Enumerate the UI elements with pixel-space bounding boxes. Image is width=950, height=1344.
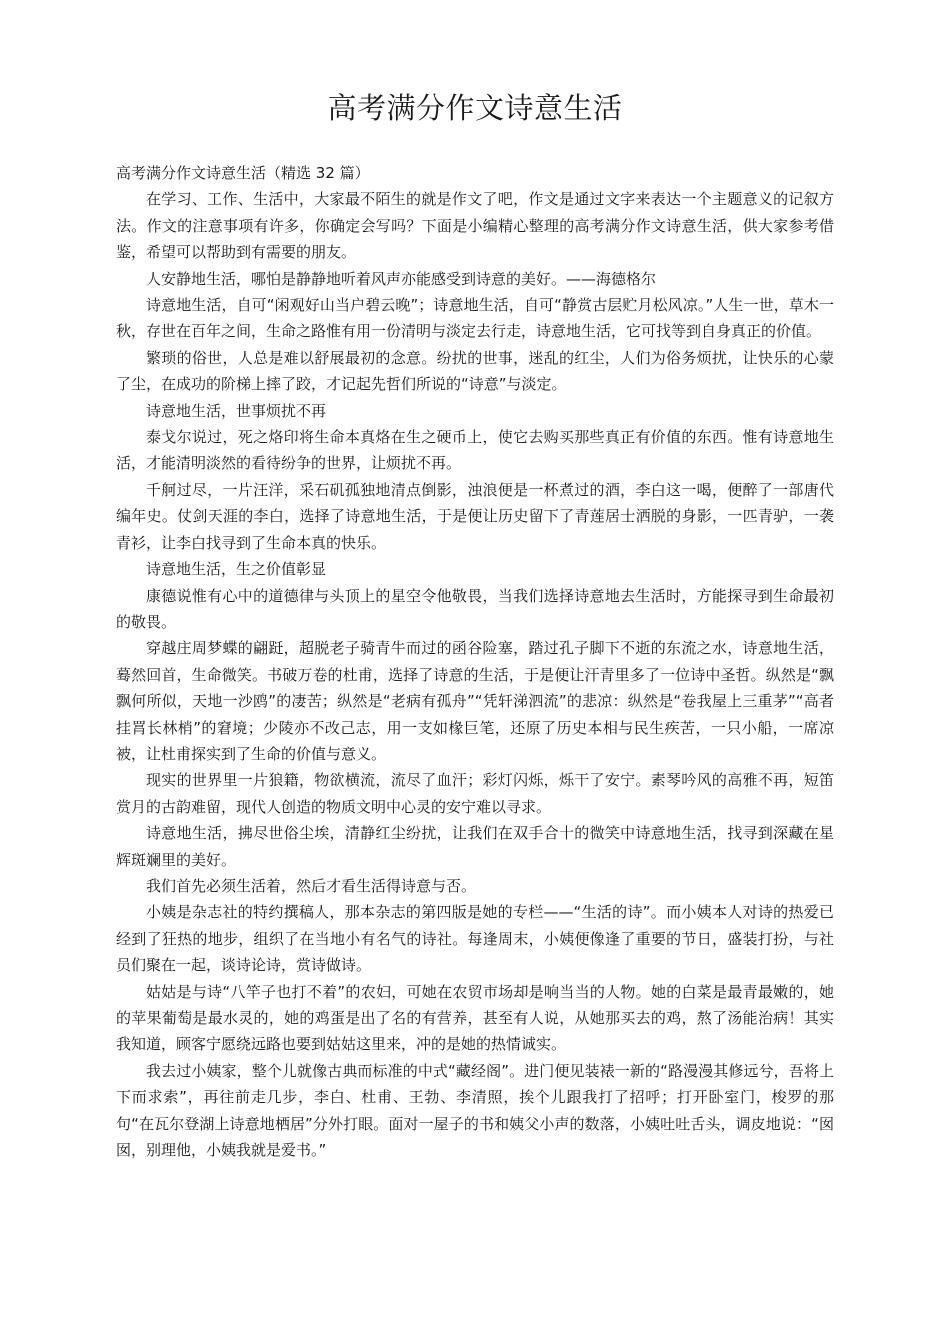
paragraph: 泰戈尔说过，死之烙印将生命本真烙在生之硬币上，使它去购买那些真正有价值的东西。惟有诗意地生活，才能清明淡然的看待纷争的世界，让烦扰不再。: [116, 428, 834, 473]
paragraph: 人安静地生活，哪怕是静静地听着风声亦能感受到诗意的美好。——海德格尔: [146, 269, 657, 288]
paragraph: 在学习、工作、生活中，大家最不陌生的就是作文了吧，作文是通过文字来表达一个主题意义的记叙方法。作文的注意事项有许多，你确定会写吗？下面是小编精心整理的高考满分作文诗意生活，供大家参考借鉴，希望可以帮助到有需要的朋友。: [116, 190, 834, 262]
paragraph: 我去过小姨家，整个儿就像古典而标准的中式“藏经阁”。进门便见装裱一新的“路漫漫其修远兮，吾将上下而求索”，再往前走几步，李白、杜甫、王勃、李清照，挨个儿跟我打了招呼；打开卧室门，梭罗的那句“在瓦尔登湖上诗意地栖居”分外打眼。面对一屋子的书和姨父小声的数落，小姨吐吐舌头，调皮地说：“囡囡，别理他，小姨我就是爱书。”: [116, 1061, 834, 1160]
paragraph: 繁琐的俗世，人总是难以舒展最初的念意。纷扰的世事，迷乱的红尘，人们为俗务烦扰，让快乐的心蒙了尘，在成功的阶梯上摔了跤，才记起先哲们所说的“诗意”与淡定。: [116, 348, 834, 394]
paragraph: 诗意地生活，自可“闲观好山当户碧云晚”；诗意地生活，自可“静赏古层贮月松风凉。”人生一世，草木一秋，存世在百年之间，生命之路惟有用一份清明与淡定去行走，诗意地生活，它可找等到自身真正的价值。: [116, 296, 834, 341]
paragraph: 现实的世界里一片狼籍，物欲横流，流尽了血汗；彩灯闪烁，烁干了安宁。素琴吟风的高雅不再，短笛赏月的古韵难留，现代人创造的物质文明中心灵的安宁难以寻求。: [116, 771, 834, 816]
paragraph: 小姨是杂志社的特约撰稿人，那本杂志的第四版是她的专栏——“生活的诗”。而小姨本人对诗的热爱已经到了狂热的地步，组织了在当地小有名气的诗社。每逢周末，小姨便像逢了重要的节日，盛装打扮，与社员们聚在一起，谈诗论诗，赏诗做诗。: [116, 903, 834, 975]
section-heading: 诗意地生活，世事烦扰不再: [146, 401, 327, 420]
section-heading: 诗意地生活，生之价值彰显: [146, 560, 327, 579]
document-title: 高考满分作文诗意生活: [327, 91, 623, 125]
paragraph: 姑姑是与诗“八竿子也打不着”的农妇，可她在农贸市场却是响当当的人物。她的白菜是最青最嫩的，她的苹果葡萄是最水灵的，她的鸡蛋是出了名的有营养，甚至有人说，从她那买去的鸡，熬了汤能治病！其实我知道，顾客宁愿绕远路也要到姑姑这里来，冲的是她的热情诚实。: [116, 982, 834, 1054]
document-body: [116, 160, 834, 1163]
paragraph: 千舸过尽，一片汪洋，采石矶孤独地清点倒影，浊浪便是一杯煮过的酒，李白这一喝，便醉了一部唐代编年史。仗剑天涯的李白，选择了诗意地生活，于是便让历史留下了青莲居士洒脱的身影，一匹青驴，一袭青衫，让李白找寻到了生命本真的快乐。: [116, 480, 834, 552]
paragraph: 穿越庄周梦蝶的翩跹，超脱老子骑青牛而过的函谷险塞，踏过孔子脚下不逝的东流之水，诗意地生活，蓦然回首，生命微笑。书破万卷的杜甫，选择了诗意的生活，于是便让汗青里多了一位诗中圣哲。纵然是“飘飘何所似，天地一沙鸥”的凄苦；纵然是“老病有孤舟”“凭轩涕泗流”的悲凉：纵然是“卷我屋上三重茅”“高者挂罥长林梢”的窘境；少陵亦不改己志，用一支如椽巨笔，还原了历史本相与民生疾苦，一只小船，一席凉被，让杜甫探实到了生命的价值与意义。: [116, 639, 834, 763]
paragraph: 我们首先必须生活着，然后才看生活得诗意与否。: [146, 876, 477, 895]
document-subtitle: 高考满分作文诗意生活（精选 32 篇）: [116, 164, 370, 182]
paragraph: 诗意地生活，拂尽世俗尘埃，清静红尘纷扰，让我们在双手合十的微笑中诗意地生活，找寻到深藏在星辉斑斓里的美好。: [116, 824, 834, 869]
paragraph: 康德说惟有心中的道德律与头顶上的星空令他敬畏，当我们选择诗意地去生活时，方能探寻到生命最初的敬畏。: [116, 586, 834, 631]
